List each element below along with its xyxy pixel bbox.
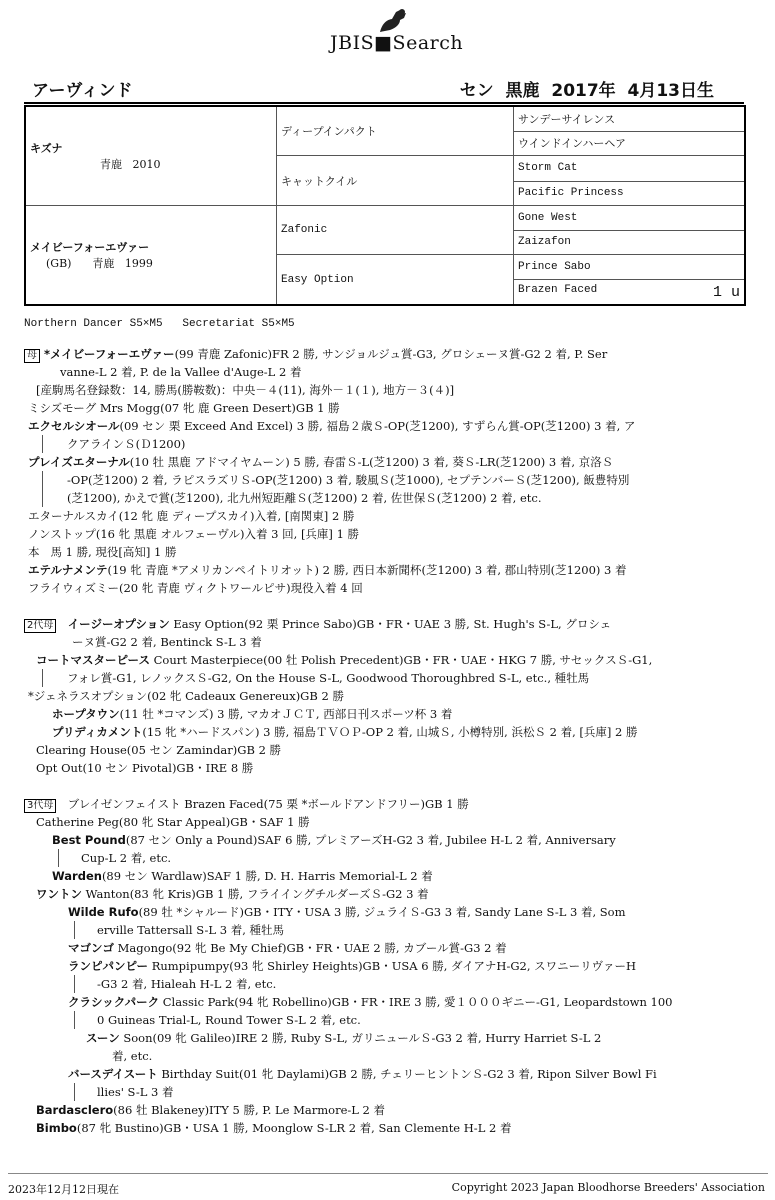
third-dam-foal-3: Bardasclero(86 牡 Blakeney)ITY 5 勝, P. Le Marmore-L 2 着	[36, 1103, 386, 1117]
dam-dam-dam-name: Brazen Faced	[518, 283, 598, 296]
dam-sire-dam: Zaizafon	[514, 230, 746, 255]
sire-meta: 青鹿 2010	[100, 158, 161, 171]
horse-name: アーヴィンド	[32, 81, 133, 101]
dam-foal-7: エテルナメンテ(19 牝 青鹿 *アメリカンペイトリオット) 2 勝, 西日本新聞杯(芝1200) 3 着, 郡山特別(芝1200) 3 着	[28, 563, 627, 577]
dam-foal-3: プレイズエターナル(10 牡 黒鹿 アドマイヤムーン) 5 勝, 春雷Ｓ-L(芝1200) 3 着, 葵Ｓ-LR(芝1200) 3 着, 京洛Ｓ	[28, 455, 614, 469]
third-dam-grandfoal-6-cont: 0 Guineas Trial-L, Round Tower S-L 2 着, etc.	[74, 1011, 764, 1029]
third-dam-line-1: 3代母 ブレイゼンフェイスト Brazen Faced(75 栗 *ボールドアンドフリー)GB 1 勝	[24, 795, 764, 813]
third-dam-tag: 3代母	[24, 799, 56, 813]
sire-sire-dam: ウインドインハーヘア	[514, 131, 746, 156]
sire-cell	[25, 106, 277, 206]
dam-foal-2: エクセルシオール(09 セン 栗 Exceed And Excel) 3 勝, 福島２歳Ｓ-OP(芝1200), すずらん賞-OP(芝1200) 3 着, ア	[28, 419, 636, 433]
inbreeding-line: Northern Dancer S5×M5 Secretariat S5×M5	[24, 318, 295, 330]
dam-foal-4: エターナルスカイ(12 牝 鹿 ディープスカイ)入着, [南関東] 2 勝	[28, 509, 355, 523]
dam-foal-3-cont-1: -OP(芝1200) 2 着, ラピスラズリＳ-OP(芝1200) 3 着, 駿風Ｓ(芝1000), セプテンバーＳ(芝1200), 飯豊特別	[42, 471, 764, 489]
dam-line-1: 母 *メイビーフォーエヴァー(99 青鹿 Zafonic)FR 2 勝, サンジョルジュ賞-G3, グロシェーヌ賞-G2 2 着, P. Ser	[24, 345, 764, 363]
logo-text: JBIS■Search	[330, 32, 464, 54]
dam-sire: Zafonic	[277, 206, 514, 255]
pedigree-table	[24, 105, 746, 306]
dam-cell	[25, 206, 277, 306]
second-dam-foal-2: *ジェネラスオプション(02 牝 Cadeaux Genereux)GB 2 勝	[28, 689, 344, 703]
third-dam-grandfoal-7: バースデイスート Birthday Suit(01 牝 Daylami)GB 2 勝, チェリーヒントンＳ-G2 3 着, Ripon Silver Bowl Fi	[68, 1067, 657, 1081]
second-dam-line-2: ーヌ賞-G2 2 着, Bentinck S-L 3 着	[72, 635, 262, 649]
dam-name-bold: メイビーフォーエヴァー	[50, 347, 175, 361]
dam-name: メイビーフォーエヴァー	[30, 241, 150, 254]
dam-dam: Easy Option	[277, 255, 514, 306]
family-record	[24, 345, 764, 1137]
footer-divider	[8, 1173, 768, 1174]
dam-produce-summary: [産駒馬名登録数：14, 勝馬(勝鞍数)：中央－４(11), 海外－１(１), 地方－３(４)]	[36, 383, 455, 397]
dam-foal-1: ミシズモーグ Mrs Mogg(07 牝 鹿 Green Desert)GB 1 勝	[28, 401, 340, 415]
third-dam-grandfoal-7-cont: llies' S-L 3 着	[74, 1083, 764, 1101]
second-dam-grandfoal-2: プリディカメント(15 牝 *ハードスパン) 3 勝, 福島ＴＶＯＰ-OP 2 着, 山城Ｓ, 小樽特別, 浜松Ｓ 2 着, [兵庫] 2 勝	[52, 725, 638, 739]
third-dam-foal-4: Bimbo(87 牝 Bustino)GB・USA 1 勝, Moonglow S-LR 2 着, San Clemente H-L 2 着	[36, 1121, 512, 1135]
third-dam-grandfoal-3: Wilde Rufo(89 牡 *シャルード)GB・ITY・USA 3 勝, ジュライＳ-G3 3 着, Sandy Lane S-L 3 着, Som	[68, 905, 626, 919]
second-dam-line-1: 2代母 イージーオプション Easy Option(92 栗 Prince Sabo)GB・FR・UAE 3 勝, St. Hugh's S-L, グロシェ	[24, 615, 764, 633]
dam-foal-8: フライウィズミー(20 牝 青鹿 ヴィクトワールピサ)現役入着 4 回	[28, 581, 363, 595]
dam-sire-sire: Gone West	[514, 206, 746, 231]
dam-foal-6: 本 馬 1 勝, 現役[高知] 1 勝	[28, 545, 177, 559]
second-dam-foal-1: コートマスターピース Court Masterpiece(00 牡 Polish Precedent)GB・FR・UAE・HKG 7 勝, サセックスＳ-G1,	[36, 653, 653, 667]
title-row	[24, 76, 744, 104]
dam-dam-dam	[514, 280, 746, 305]
dam-line-2: vanne-L 2 着, P. de la Vallee d'Auge-L 2 着	[60, 365, 302, 379]
sire-dam-dam: Pacific Princess	[514, 181, 746, 206]
third-dam-grandfoal-1: Best Pound(87 セン Only a Pound)SAF 6 勝, プレミアーズH-G2 3 着, Jubilee H-L 2 着, Anniversary	[52, 833, 616, 847]
horse-logo-icon	[376, 8, 412, 34]
third-dam-foal-1: Catherine Peg(80 牝 Star Appeal)GB・SAF 1 勝	[36, 815, 310, 829]
third-dam-grandfoal-1-cont: Cup-L 2 着, etc.	[58, 849, 764, 867]
third-dam-ggfoal-1-cont: 着, etc.	[112, 1049, 153, 1063]
footer-copyright: Copyright 2023 Japan Bloodhorse Breeders' Association	[451, 1181, 765, 1194]
third-dam-grandfoal-3-cont: erville Tattersall S-L 3 着, 種牡馬	[74, 921, 764, 939]
second-dam-foal-4: Opt Out(10 セン Pivotal)GB・IRE 8 勝	[36, 761, 254, 775]
second-dam-foal-3: Clearing House(05 セン Zamindar)GB 2 勝	[36, 743, 282, 757]
third-dam-foal-2: ワントン Wanton(83 牝 Kris)GB 1 勝, フライイングチルダーズＳ-G2 3 着	[36, 887, 429, 901]
third-dam-grandfoal-6: クラシックパーク Classic Park(94 牝 Robellino)GB・FR・IRE 3 勝, 愛１０００ギニー-G1, Leopardstown 100	[68, 995, 673, 1009]
family-number: 1 u	[712, 283, 740, 301]
sire-sire-sire: サンデーサイレンス	[514, 106, 746, 131]
dam-foal-5: ノンストップ(16 牝 黒鹿 オルフェーヴル)入着 3 回, [兵庫] 1 勝	[28, 527, 360, 541]
dam-tag: 母	[24, 349, 40, 363]
sire-name: キズナ	[30, 142, 63, 155]
dam-foal-3-cont-2: (芝1200), かえで賞(芝1200), 北九州短距離Ｓ(芝1200) 2 着, 佐世保Ｓ(芝1200) 2 着, etc.	[42, 489, 764, 507]
footer-date: 2023年12月12日現在	[8, 1183, 119, 1196]
dam-dam-sire: Prince Sabo	[514, 255, 746, 280]
dam-foal-2-cont: クアラインＳ(Ｄ1200)	[42, 435, 764, 453]
jbis-logo[interactable]	[330, 8, 470, 54]
sire-dam: キャットクイル	[277, 156, 514, 206]
third-dam-grandfoal-5: ランピパンピー Rumpipumpy(93 牝 Shirley Heights)GB・USA 6 勝, ダイアナH-G2, スワニーリヴァーH	[68, 959, 637, 973]
third-dam-grandfoal-4: マゴンゴ Magongo(92 牝 Be My Chief)GB・FR・UAE 2 勝, カブール賞-G3 2 着	[68, 941, 507, 955]
horse-info: セン 黒鹿 2017年 4月13日生	[459, 81, 714, 101]
sire-dam-sire: Storm Cat	[514, 156, 746, 182]
third-dam-ggfoal-1: スーン Soon(09 牝 Galileo)IRE 2 勝, Ruby S-L, ガリニュールＳ-G3 2 着, Hurry Harriet S-L 2	[86, 1031, 602, 1045]
dam-meta: (GB) 青鹿 1999	[46, 257, 153, 270]
third-dam-grandfoal-5-cont: -G3 2 着, Hialeah H-L 2 着, etc.	[74, 975, 764, 993]
sire-sire: ディープインパクト	[277, 106, 514, 156]
second-dam-grandfoal-1: ホープタウン(11 牡 *コマンズ) 3 勝, マカオＪＣＴ, 西部日刊スポーツ杯 3 着	[52, 707, 453, 721]
second-dam-foal-1-cont: フォレ賞-G1, レノックスＳ-G2, On the House S-L, Goodwood Thoroughbred S-L, etc., 種牡馬	[42, 669, 764, 687]
third-dam-grandfoal-2: Warden(89 セン Wardlaw)SAF 1 勝, D. H. Harris Memorial-L 2 着	[52, 869, 433, 883]
second-dam-tag: 2代母	[24, 619, 56, 633]
